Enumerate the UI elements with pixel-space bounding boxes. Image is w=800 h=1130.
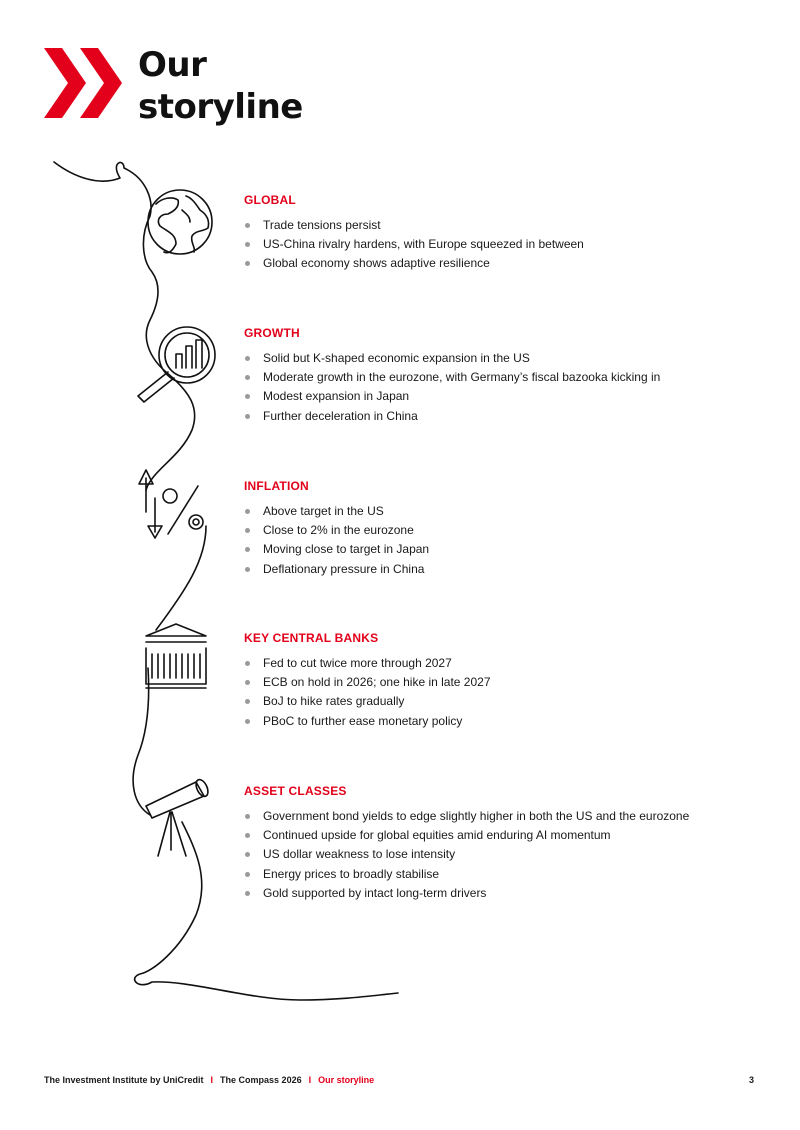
list-item: Moving close to target in Japan [244, 540, 764, 559]
list-item: BoJ to hike rates gradually [244, 692, 764, 711]
list-item: Modest expansion in Japan [244, 387, 764, 406]
footer-separator: I [210, 1075, 214, 1085]
bullet-list [244, 654, 764, 731]
section-global [244, 192, 764, 274]
bullet-list [244, 807, 764, 903]
section-heading: ASSET CLASSES [244, 784, 347, 798]
section-key-central-banks [244, 630, 764, 731]
section-heading: GROWTH [244, 326, 300, 340]
footer-publication: The Compass 2026 [220, 1075, 302, 1085]
footer-publisher: The Investment Institute by UniCredit [44, 1075, 204, 1085]
list-item: Further deceleration in China [244, 407, 764, 426]
section-inflation [244, 478, 764, 579]
list-item: Continued upside for global equities amid enduring AI momentum [244, 826, 764, 845]
list-item: Global economy shows adaptive resilience [244, 254, 764, 273]
list-item: Moderate growth in the eurozone, with Germany’s fiscal bazooka kicking in [244, 368, 764, 387]
list-item: Solid but K-shaped economic expansion in the US [244, 349, 764, 368]
section-asset-classes [244, 783, 764, 903]
list-item: US dollar weakness to lose intensity [244, 845, 764, 864]
page-number: 3 [748, 1075, 754, 1085]
section-heading: INFLATION [244, 479, 309, 493]
section-heading: KEY CENTRAL BANKS [244, 631, 379, 645]
list-item: Above target in the US [244, 502, 764, 521]
footer-separator: I [308, 1075, 312, 1085]
section-growth [244, 325, 764, 426]
section-heading: GLOBAL [244, 193, 296, 207]
percent-arrows-icon [139, 470, 203, 538]
bullet-list [244, 349, 764, 426]
page-title [138, 44, 303, 128]
page-title-line-2: storyline [138, 87, 303, 127]
bullet-list [244, 216, 764, 274]
list-item: Government bond yields to edge slightly higher in both the US and the eurozone [244, 807, 764, 826]
list-item: Gold supported by intact long-term drivers [244, 884, 764, 903]
page-title-line-1: Our [138, 45, 207, 85]
footer-current-section: Our storyline [318, 1075, 375, 1085]
unicredit-chevron-logo [44, 44, 124, 122]
list-item: Trade tensions persist [244, 216, 764, 235]
footer-breadcrumb [44, 1075, 374, 1085]
telescope-icon [146, 778, 210, 856]
list-item: Energy prices to broadly stabilise [244, 865, 764, 884]
globe-icon [148, 190, 212, 254]
list-item: Close to 2% in the eurozone [244, 521, 764, 540]
growth-chart-magnifier-icon [138, 327, 215, 402]
bullet-list [244, 502, 764, 579]
list-item: PBoC to further ease monetary policy [244, 712, 764, 731]
list-item: US-China rivalry hardens, with Europe squeezed in between [244, 235, 764, 254]
bank-building-icon [146, 624, 206, 688]
page-footer [44, 1075, 754, 1085]
list-item: ECB on hold in 2026; one hike in late 2027 [244, 673, 764, 692]
list-item: Fed to cut twice more through 2027 [244, 654, 764, 673]
list-item: Deflationary pressure in China [244, 560, 764, 579]
